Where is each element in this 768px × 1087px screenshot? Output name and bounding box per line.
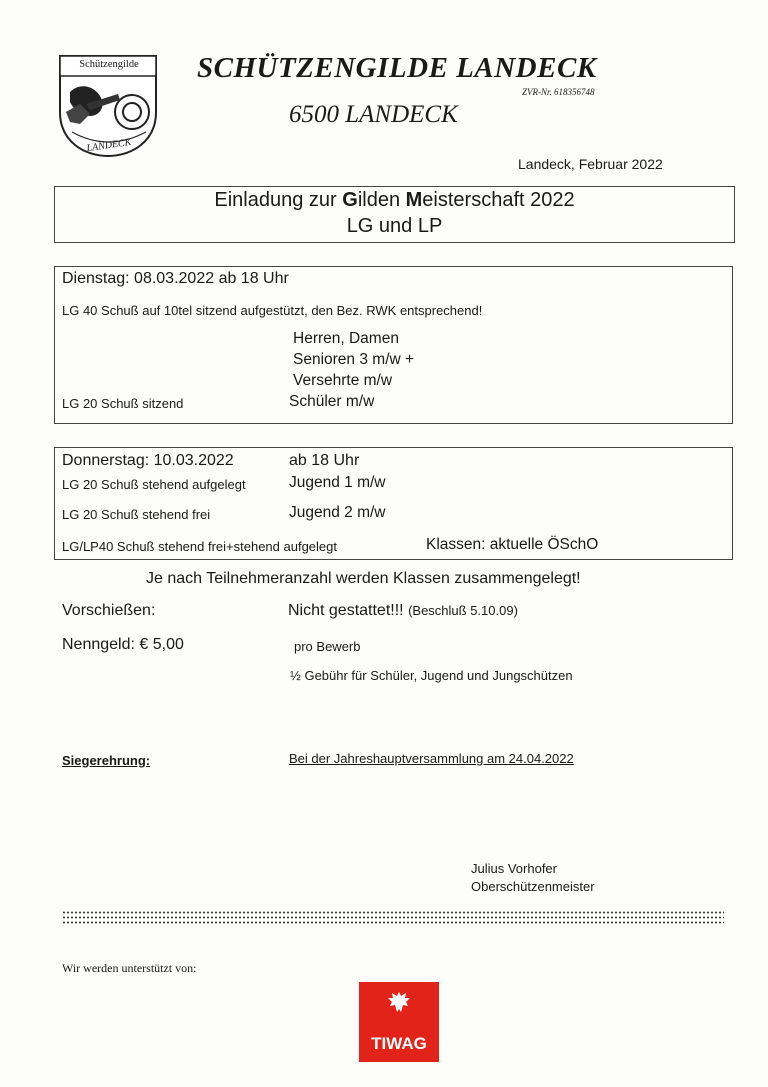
tiwag-logo <box>359 982 439 1062</box>
vorschiessen-value-line <box>288 602 518 620</box>
zvr-number: ZVR-Nr. 618356748 <box>522 87 595 97</box>
day2-row-label: LG 20 Schuß stehend frei <box>62 507 211 522</box>
club-city: 6500 LANDECK <box>289 101 458 128</box>
nenngeld-label: Nenngeld: € 5,00 <box>62 636 184 653</box>
vorschiessen-ref: (Beschluß 5.10.09) <box>408 603 518 618</box>
invitation-title <box>55 189 734 212</box>
day2-row-label: LG/LP40 Schuß stehend frei+stehend aufgelegt <box>62 539 337 554</box>
club-title: SCHÜTZENGILDE LANDECK <box>197 52 597 84</box>
day1-class: Senioren 3 m/w + <box>293 351 415 368</box>
emblem-bottom-text: LANDECK <box>85 136 133 155</box>
emblem-top-text: Schützengilde <box>79 59 139 70</box>
sponsor-label: Wir werden unterstützt von: <box>62 961 197 975</box>
day1-description: LG 40 Schuß auf 10tel sitzend aufgestützt, den Bez. RWK entsprechend! <box>62 303 483 318</box>
signature-title: Oberschützenmeister <box>471 879 595 894</box>
day2-row-class: Jugend 1 m/w <box>289 474 386 491</box>
nenngeld-note: ½ Gebühr für Schüler, Jugend und Jungschützen <box>290 668 573 683</box>
vorschiessen-value: Nicht gestattet!!! <box>288 602 404 619</box>
day2-row-label: LG 20 Schuß stehend aufgelegt <box>62 477 246 492</box>
day2-time: ab 18 Uhr <box>289 452 360 469</box>
invitation-title-part: eisterschaft 2022 <box>422 189 575 211</box>
siegerehrung-label: Siegerehrung: <box>62 753 151 768</box>
nenngeld-value: pro Bewerb <box>294 639 361 654</box>
day2-heading: Donnerstag: 10.03.2022 <box>62 452 234 469</box>
invitation-box <box>54 186 735 243</box>
day1-heading: Dienstag: 08.03.2022 ab 18 Uhr <box>62 270 289 287</box>
day1-row-class: Schüler m/w <box>289 393 375 410</box>
vorschiessen-label: Vorschießen: <box>62 602 156 619</box>
merge-note: Je nach Teilnehmeranzahl werden Klassen zusammengelegt! <box>146 570 581 587</box>
day2-box <box>54 447 733 560</box>
invitation-subtitle: LG und LP <box>346 215 443 237</box>
day2-row-class: Klassen: aktuelle ÖSchO <box>426 536 599 553</box>
club-emblem <box>56 52 162 160</box>
invitation-title-part: Einladung zur <box>214 189 343 211</box>
day2-row-class: Jugend 2 m/w <box>289 504 386 521</box>
dateline: Landeck, Februar 2022 <box>518 156 663 172</box>
siegerehrung-value: Bei der Jahreshauptversammlung am 24.04.2022 <box>289 751 574 766</box>
day1-row-label: LG 20 Schuß sitzend <box>62 396 184 411</box>
invitation-title-part: ilden <box>357 189 406 211</box>
day1-class: Herren, Damen <box>293 330 399 347</box>
signature-name: Julius Vorhofer <box>471 861 557 876</box>
invitation-title-bold-m: M <box>405 189 423 211</box>
invitation-title-bold-g: G <box>342 189 358 211</box>
eagle-icon <box>386 990 412 1016</box>
dotted-divider <box>62 910 724 924</box>
day1-box <box>54 266 733 424</box>
tiwag-logo-text: TIWAG <box>371 1034 427 1053</box>
day1-class: Versehrte m/w <box>293 372 393 389</box>
